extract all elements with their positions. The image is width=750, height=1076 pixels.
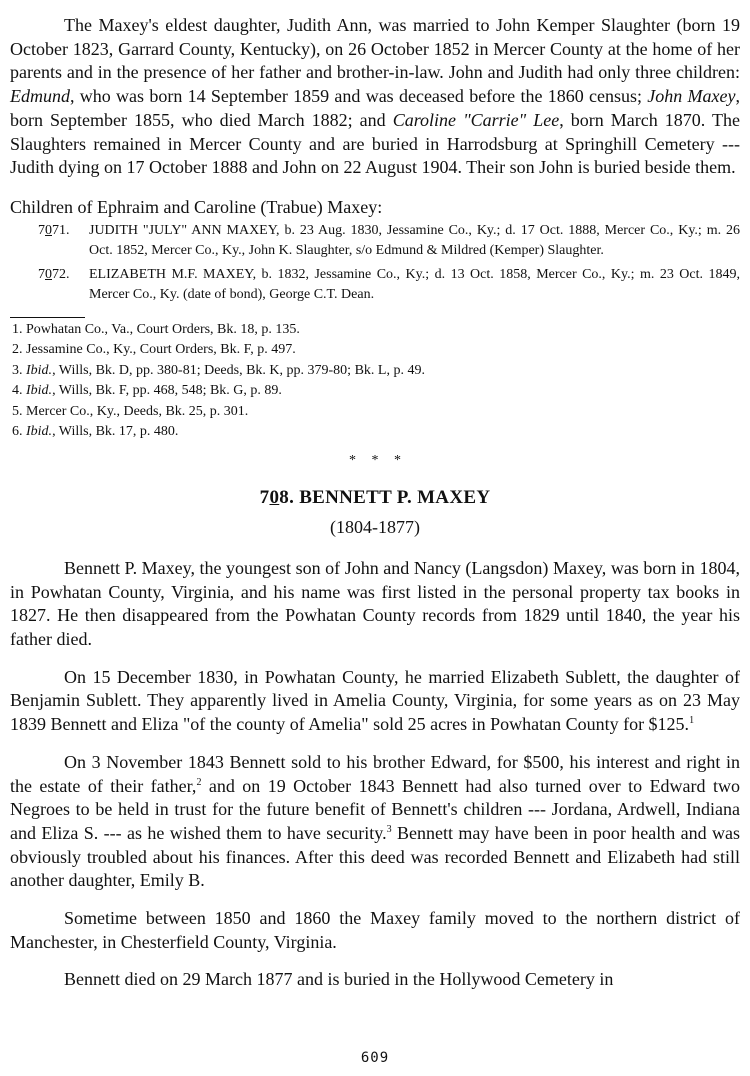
footnote-ref: 2	[196, 776, 202, 788]
body-paragraph: On 15 December 1830, in Powhatan County, he married Elizabeth Sublett, the daughter of Benjamin Sublett. They apparently lived in Amelia County, Virginia, for some years as on 23 May 1839 Bennett and Eliza "of the county of Amelia" sold 25 acres in Powhatan County for $125.$^1$	[10, 666, 740, 735]
child-entry	[10, 221, 740, 262]
footnote: 1. Powhatan Co., Va., Court Orders, Bk. 18, p. 135.	[12, 321, 300, 337]
footnote: 2. Jessamine Co., Ky., Court Orders, Bk. F, p. 497.	[12, 342, 296, 358]
footnote: 4. Ibid., Wills, Bk. F, pp. 468, 548; Bk. G, p. 89.	[12, 383, 282, 399]
section-dates: (1804-1877)	[330, 516, 420, 537]
child-name-john-maxey: John Maxey	[647, 86, 736, 107]
body-paragraph: Bennett died on 29 March 1877 and is buried in the Hollywood Cemetery in	[64, 969, 614, 990]
child-name-edmund: Edmund	[10, 86, 70, 107]
child-entry	[10, 265, 740, 306]
section-separator: * * *	[349, 452, 407, 468]
footnote-ref: 1	[689, 715, 695, 727]
document-page	[10, 14, 740, 1006]
body-paragraph: Bennett P. Maxey, the youngest son of John and Nancy (Langsdon) Maxey, was born in 1804, in Powhatan County, Virginia, and his name was first listed in the personal property tax books in 1827. He then disappeared from the Powhatan County records from 1829 until 1840, the year his father died.	[10, 557, 740, 650]
body-paragraph: Sometime between 1850 and 1860 the Maxey family moved to the northern district of Manchester, in Chesterfield County, Virginia.	[10, 908, 740, 952]
child-text: JUDITH "JULY" ANN MAXEY, b. 23 Aug. 1830, Jessamine Co., Ky.; d. 17 Oct. 1888, Mercer Co., Ky.; m. 26 Oct. 1852, Mercer Co., Ky., John K. Slaughter, s/o Edmund & Mildred (Kemper) Slaughter.	[89, 222, 740, 259]
child-text: ELIZABETH M.F. MAXEY, b. 1832, Jessamine Co., Ky.; d. 13 Oct. 1858, Mercer Co., Ky.; m. 23 Oct. 1849, Mercer Co., Ky. (date of bond), George C.T. Dean.	[89, 266, 740, 303]
footnote: 5. Mercer Co., Ky., Deeds, Bk. 25, p. 301.	[12, 403, 249, 419]
footnote: 6. Ibid., Wills, Bk. 17, p. 480.	[12, 424, 179, 440]
intro-paragraph: The Maxey's eldest daughter, Judith Ann, was married to John Kemper Slaughter (born 19 October 1823, Garrard County, Kentucky), on 26 October 1852 in Mercer County at the home of her parents and in the presence of her father and brother-in-law. John and Judith had only three children: Edmund, who was born 14 September 1859 and was deceased before the 1860 census; John Maxey, born September 1855, who died March 1882; and Caroline "Carrie" Lee, born March 1870. The Slaughters remained in Mercer County and are buried in Harrodsburg at Springhill Cemetery --- Judith dying on 17 October 1888 and John on 22 August 1904. Their son John is buried beside them.	[10, 15, 740, 178]
section-title: 708. BENNETT P. MAXEY	[259, 486, 491, 508]
child-name-caroline: Caroline "Carrie" Lee	[392, 109, 560, 130]
child-number: 7071.	[38, 222, 70, 238]
footnote: 3. Ibid., Wills, Bk. D, pp. 380-81; Deeds, Bk. K, pp. 379-80; Bk. L, p. 49.	[12, 362, 425, 378]
children-heading: Children of Ephraim and Caroline (Trabue) Maxey:	[10, 196, 383, 217]
page-number: 609	[360, 1050, 390, 1066]
body-paragraph: On 3 November 1843 Bennett sold to his brother Edward, for $500, his interest and right in the estate of their father,$^2$ and on 19 October 1843 Bennett had also turned over to Edward two Negroes to be held in trust for the future benefit of Bennett's children --- Jordana, Ardwell, Indiana and Eliza S. --- as he wished them to have security.$^3$ Bennett may have been in poor health and was obviously troubled about his finances. After this deed was recorded Bennett and Elizabeth had still another daughter, Emily B.	[10, 751, 740, 891]
footnotes	[10, 320, 740, 443]
footnote-rule	[10, 317, 85, 318]
child-number: 7072.	[38, 266, 70, 282]
footnote-ref: 3	[386, 823, 392, 835]
